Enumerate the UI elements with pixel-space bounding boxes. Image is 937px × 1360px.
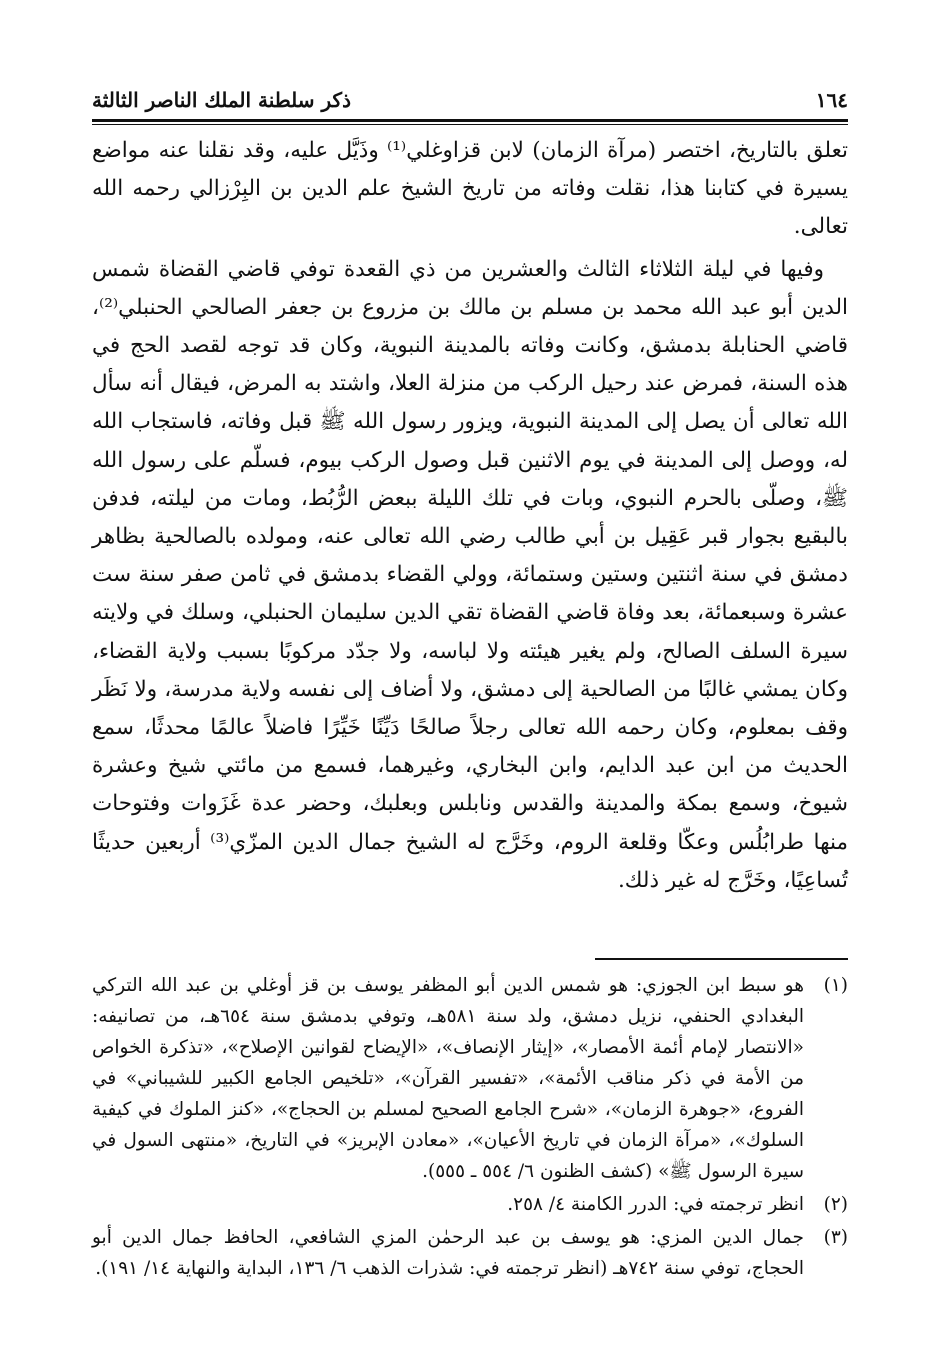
footnote-number: (٢) (823, 1194, 848, 1215)
running-title: ذكر سلطنة الملك الناصر الثالثة (92, 88, 351, 112)
footnote (92, 1189, 848, 1220)
page-header (92, 82, 848, 112)
main-text (92, 132, 848, 900)
footnotes (92, 970, 848, 1286)
header-rule-thin (92, 124, 848, 125)
footnote-text: جمال الدين المزي: هو يوسف بن عبد الرحمٰن المزي الشافعي، الحافظ جمال الدين أبو الحجاج، توفي سنة ٧٤٢هـ (انظر ترجمته في: شذرات الذهب ٦/ ١٣٦، البداية والنهاية ١٤/ ١٩١). (92, 1227, 804, 1279)
header-rule (92, 119, 848, 122)
footnote-text: انظر ترجمته في: الدرر الكامنة ٤/ ٢٥٨. (507, 1194, 804, 1215)
footnote (92, 970, 848, 1187)
page-number: ١٦٤ (815, 88, 848, 112)
footnote-separator (595, 958, 848, 960)
footnote-text: هو سبط ابن الجوزي: هو شمس الدين أبو المظفر يوسف بن قز أوغلي بن عبد الله التركي البغدادي الحنفي، نزيل دمشق، ولد سنة ٥٨١هـ، وتوفي بدمشق سنة ٦٥٤هـ، من تصانيفه: «الانتصار لإمام أئمة الأمصار»، «إيثار الإنصاف»، «الإيضاح لقوانين الإصلاح»، «تذكرة الخواص من الأمة في ذكر مناقب الأئمة»، «تفسير القرآن»، «تلخيص الجامع الكبير للشيباني» في الفروع، «جوهرة الزمان»، «شرح الجامع الصحيح لمسلم بن الحجاج»، «كنز الملوك في كيفية السلوك»، «مرآة الزمان في تاريخ الأعيان»، «معادن الإبريز» في التاريخ، «منتهى السول في سيرة الرسول ﷺ» (كشف الظنون ٦/ ٥٥٤ ـ ٥٥٥). (92, 975, 804, 1182)
footnote-number: (٣) (823, 1227, 848, 1248)
paragraph: وفيها في ليلة الثلاثاء الثالث والعشرين من ذي القعدة توفي قاضي القضاة شمس الدين أبو عبد الله محمد بن مسلم بن مالك بن مزروع بن جعفر الصالحي الحنبلي⁽²⁾، قاضي الحنابلة بدمشق، وكانت وفاته بالمدينة النبوية، وكان قد توجه لقصد الحج في هذه السنة، فمرض عند رحيل الركب من منزلة العلا، واشتد به المرض، فيقال أنه سأل الله تعالى أن يصل إلى المدينة النبوية، ويزور رسول الله ﷺ قبل وفاته، فاستجاب الله له، ووصل إلى المدينة في يوم الاثنين قبل وصول الركب بيوم، فسلّم على رسول الله ﷺ، وصلّى بالحرم النبوي، وبات في تلك الليلة ببعض الرُّبُط، ومات من ليلته، فدفن بالبقيع بجوار قبر عَقِيل بن أبي طالب رضي الله تعالى عنه، ومولده بالصالحية بظاهر دمشق في سنة اثنتين وستين وستمائة، وولي القضاء بدمشق في ثامن صفر سنة ست عشرة وسبعمائة، بعد وفاة قاضي القضاة تقي الدين سليمان الحنبلي، وسلك في ولايته سيرة السلف الصالح، ولم يغير هيئته ولا لباسه، ولا جدّد مركوبًا بسبب ولاية القضاء، وكان يمشي غالبًا من الصالحية إلى دمشق، ولا أضاف إلى نفسه ولاية مدرسة، ولا نَظَر وقف بمعلوم، وكان رحمه الله تعالى رجلاً صالحًا دَيِّنًا خَيِّرًا فاضلاً عالمًا محدثًا، سمع الحديث من ابن عبد الدايم، وابن البخاري، وغيرهما، فسمع من مائتي شيخ وعشرة شيوخ، وسمع بمكة والمدينة والقدس ونابلس وبعلبك، وحضر عدة غَزَوات وفتوحات منها طرابُلُس وعكّا وقلعة الروم، وخَرَّج له الشيخ جمال الدين المزّي⁽³⁾ أربعين حديثًا تُساعِيًا، وخَرَّج له غير ذلك. (92, 256, 848, 893)
footnote-number: (١) (823, 975, 848, 996)
footnote (92, 1222, 848, 1284)
paragraph: تعلق بالتاريخ، اختصر (مرآة الزمان) لابن قزاوغلي⁽¹⁾ وذَيَّل عليه، وقد نقلنا عنه مواضع يسيرة في كتابنا هذا، نقلت وفاته من تاريخ الشيخ علم الدين بن البِرْزالي رحمه الله تعالى. (92, 138, 848, 240)
